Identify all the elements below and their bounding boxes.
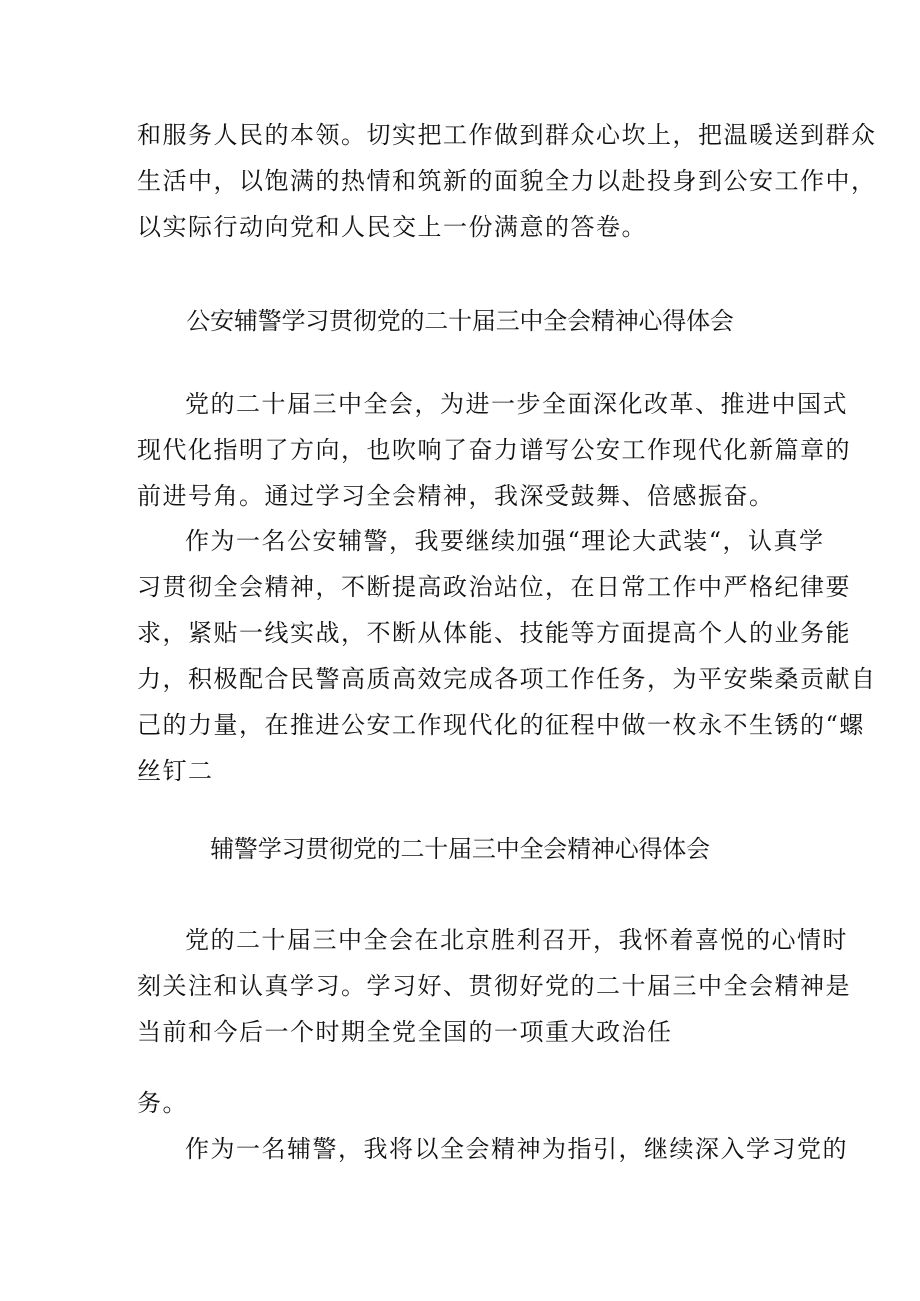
intro-line-3: 以实际行动向党和人民交上一份满意的答卷。 [137, 213, 647, 241]
section1-para2-line-4: 力，积极配合民警高质高效完成各项工作任务，为平安柴桑贡献自 [137, 665, 877, 693]
section1-para2-line-6: 丝钉二 [137, 757, 214, 785]
section1-para1-line-3: 前进号角。通过学习全会精神，我深受鼓舞、倍感振奋。 [137, 482, 775, 510]
section1-para2-line-3: 求，紧贴一线实战，不断从体能、技能等方面提高个人的业务能 [137, 619, 851, 647]
section1-para1-line-2: 现代化指明了方向，也吹响了奋力谱写公安工作现代化新篇章的 [137, 436, 851, 464]
section2-para1-line-2: 刻关注和认真学习。学习好、贯彻好党的二十届三中全会精神是 [137, 972, 851, 1000]
section1-para2-line-1: 作为一名公安辅警，我要继续加强“理论大武装“，认真学 [185, 527, 825, 555]
section2-para1-line-3: 当前和今后一个时期全党全国的一项重大政治任 [137, 1018, 673, 1046]
section1-para2-line-2: 习贯彻全会精神，不断提高政治站位，在日常工作中严格纪律要 [137, 573, 851, 601]
section2-para1-tail: 务。 [137, 1089, 188, 1117]
section1-para2-line-5: 己的力量，在推进公安工作现代化的征程中做一枚永不生锈的“螺 [137, 711, 865, 739]
section1-title: 公安辅警学习贯彻党的二十届三中全会精神心得体会 [186, 307, 734, 335]
intro-line-1: 和服务人民的本领。切实把工作做到群众心坎上，把温暖送到群众 [137, 121, 877, 149]
section2-title: 辅警学习贯彻党的二十届三中全会精神心得体会 [210, 835, 710, 863]
section2-para1-line-1: 党的二十届三中全会在北京胜利召开，我怀着喜悦的心情时 [185, 926, 848, 954]
section1-para1-line-1: 党的二十届三中全会，为进一步全面深化改革、推进中国式 [185, 390, 848, 418]
section2-para2-line-1: 作为一名辅警，我将以全会精神为指引，继续深入学习党的 [185, 1135, 848, 1163]
intro-line-2: 生活中，以饱满的热情和筑新的面貌全力以赴投身到公安工作中， [137, 167, 877, 195]
